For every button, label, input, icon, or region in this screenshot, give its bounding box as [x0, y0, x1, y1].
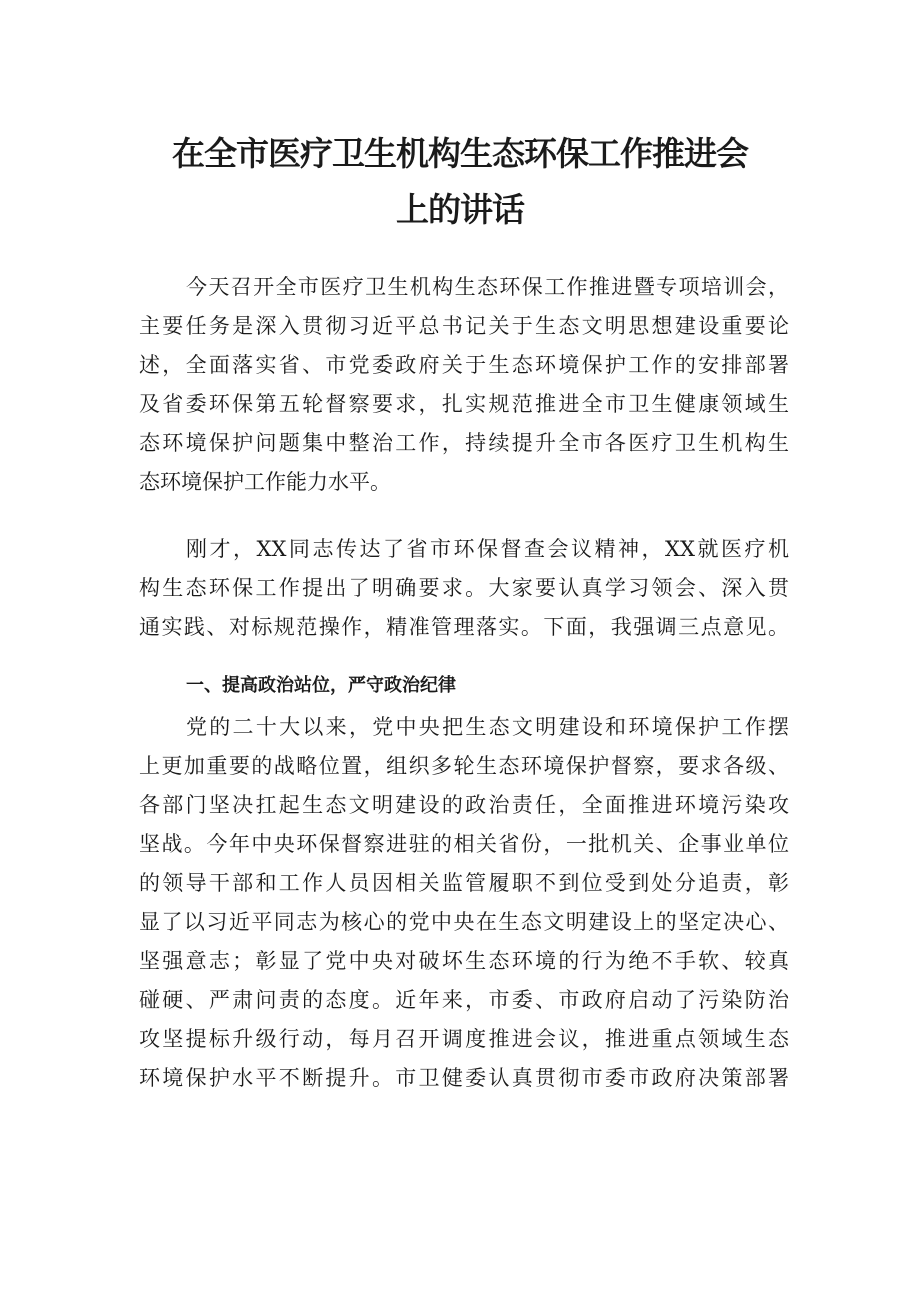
- text-line: 显了以习近平同志为核心的党中央在生态文明建设上的坚定决心、: [139, 910, 789, 934]
- text-line: 党的二十大以来，党中央把生态文明建设和环境保护工作摆: [186, 715, 789, 739]
- text-line: 坚战。今年中央环保督察进驻的相关省份，一批机关、企事业单位: [139, 832, 789, 856]
- text-line: 构生态环保工作提出了明确要求。大家要认真学习领会、深入贯: [139, 576, 789, 600]
- text-line: 环境保护水平不断提升。市卫健委认真贯彻市委市政府决策部署: [139, 1066, 789, 1090]
- text-line: 碰硬、严肃问责的态度。近年来，市委、市政府启动了污染防治: [139, 988, 789, 1012]
- text-line: 今天召开全市医疗卫生机构生态环保工作推进暨专项培训会，: [186, 275, 789, 299]
- text-line: 态环境保护工作能力水平。: [139, 470, 391, 494]
- paragraph-intro: [139, 530, 789, 647]
- text-line: 坚强意志；彰显了党中央对破坏生态环境的行为绝不手软、较真: [139, 949, 789, 973]
- text-line: 刚才，XX同志传达了省市环保督查会议精神，XX就医疗机: [186, 537, 789, 561]
- text-line: 述，全面落实省、市党委政府关于生态环境保护工作的安排部署: [139, 353, 789, 377]
- text-line: 主要任务是深入贯彻习近平总书记关于生态文明思想建设重要论: [139, 314, 789, 338]
- text-line: 各部门坚决扛起生态文明建设的政治责任，全面推进环境污染攻: [139, 793, 789, 817]
- text-line: 及省委环保第五轮督察要求，扎实规范推进全市卫生健康领域生: [139, 392, 789, 416]
- text-line: 攻坚提标升级行动，每月召开调度推进会议，推进重点领域生态: [139, 1027, 789, 1051]
- paragraph-opening: [139, 268, 789, 502]
- text-line: 态环境保护问题集中整治工作，持续提升全市各医疗卫生机构生: [139, 431, 789, 455]
- paragraph-section-1: [139, 708, 789, 1098]
- document-title-line-2: 上的讲话: [396, 190, 524, 229]
- text-line: 通实践、对标规范操作，精准管理落实。下面，我强调三点意见。: [139, 615, 789, 639]
- text-line: 上更加重要的战略位置，组织多轮生态环境保护督察，要求各级、: [139, 754, 789, 778]
- section-heading: 一、提高政治站位，严守政治纪律: [186, 675, 456, 696]
- document-title-line-1: 在全市医疗卫生机构生态环保工作推进会: [172, 134, 748, 173]
- text-line: 的领导干部和工作人员因相关监管履职不到位受到处分追责，彰: [139, 871, 789, 895]
